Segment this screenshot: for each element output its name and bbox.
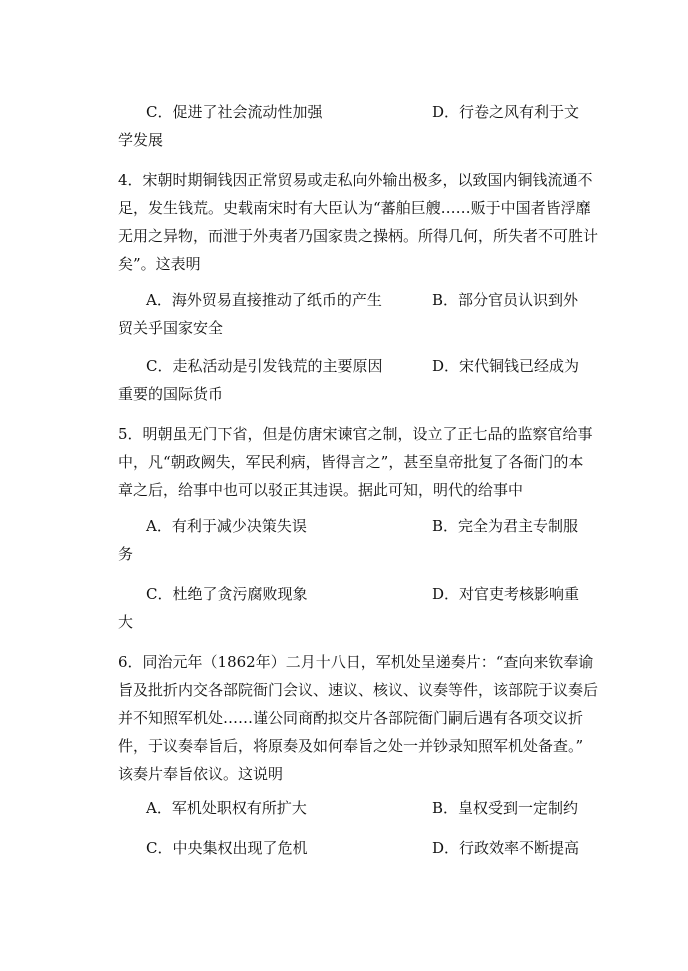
q3-option-d: D．行卷之风有利于文 [432,103,580,121]
q6-stem-line-4: 件，于议奏奉旨后，将原奏及如何奉旨之处一并钞录知照军机处备查。” [118,737,584,755]
q6-option-d: D．行政效率不断提高 [432,839,580,857]
q6-stem-line-1: 6．同治元年（1862年）二月十八日，军机处呈递奏片：“查向来钦奉谕 [118,653,594,671]
q6-stem-line-2: 旨及批折内交各部院衙门会议、速议、核议、议奏等件，该部院于议奏后 [118,681,599,699]
q4-option-b: B．部分官员认识到外 [432,291,579,309]
q6-stem-line-5: 该奏片奉旨依议。这说明 [118,765,284,783]
q5-stem-line-2: 中，凡“朝政阙失，军民利病，皆得言之”，甚至皇帝批复了各衙门的本 [118,453,584,471]
q3-option-d-continued: 学发展 [118,131,164,149]
q5-stem-line-1: 5．明朝虽无门下省，但是仿唐宋谏官之制，设立了正七品的监察官给事 [118,425,593,443]
q5-option-d-continued: 大 [118,613,134,631]
q6-stem-line-3: 并不知照军机处……谨公同商酌拟交片各部院衙门嗣后遇有各项交议折 [118,709,584,727]
q5-stem-line-3: 章之后，给事中也可以驳正其违误。据此可知，明代的给事中 [118,481,524,499]
q5-option-b: B．完全为君主专制服 [432,517,579,535]
q4-stem-line-3: 无用之异物，而泄于外夷者乃国家贵之操柄。所得几何，所失者不可胜计 [118,227,599,245]
q5-option-c: C．杜绝了贪污腐败现象 [146,585,308,603]
q4-stem-line-2: 足，发生钱荒。史载南宋时有大臣认为“蕃舶巨艘……贩于中国者皆浮靡 [118,199,591,217]
q4-option-c: C．走私活动是引发钱荒的主要原因 [146,357,383,375]
q4-option-d: D．宋代铜钱已经成为 [432,357,580,375]
q6-option-c: C．中央集权出现了危机 [146,839,308,857]
q6-option-b: B．皇权受到一定制约 [432,799,579,817]
q4-stem-line-4: 矣”。这表明 [118,255,201,273]
q4-stem-line-1: 4．宋朝时期铜钱因正常贸易或走私向外输出极多，以致国内铜钱流通不 [118,171,593,189]
q6-option-a: A．军机处职权有所扩大 [146,799,307,817]
q5-option-d: D．对官吏考核影响重 [432,585,580,603]
q4-option-d-continued: 重要的国际货币 [118,385,224,403]
q4-option-b-continued: 贸关乎国家安全 [118,319,224,337]
q5-option-a: A．有利于减少决策失误 [146,517,307,535]
q3-option-c: C．促进了社会流动性加强 [146,103,323,121]
q5-option-b-continued: 务 [118,545,134,563]
q4-option-a: A．海外贸易直接推动了纸币的产生 [146,291,382,309]
